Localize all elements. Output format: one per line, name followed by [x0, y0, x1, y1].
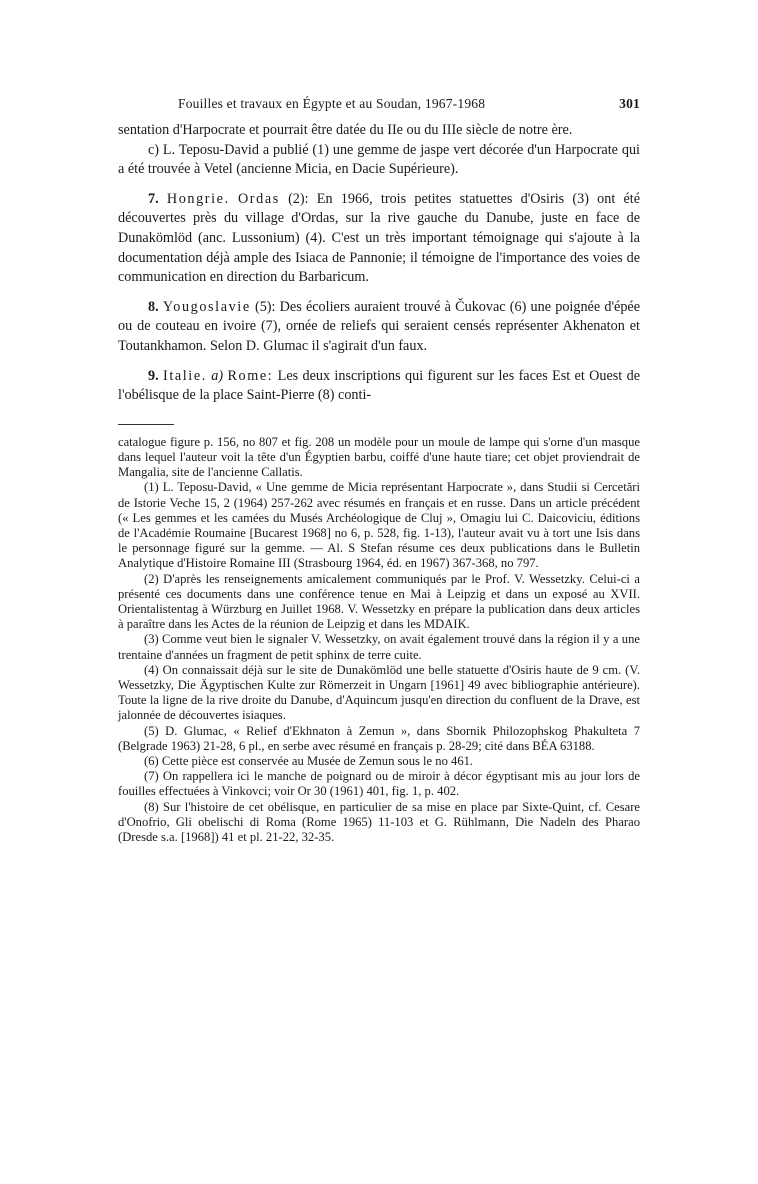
footnote-8: (8) Sur l'histoire de cet obélisque, en particulier de sa mise en place par Sixte-Quint, cf. Cesare d'Onofrio, Gli obelischi di Roma (Rome 1965) 11-103 et G. Rühlmann, Die Nadeln des Pharao (Dresde s.a. [1968]) 41 et pl. 21-22, 32-35. — [118, 799, 640, 844]
paragraph-1: sentation d'Harpocrate et pourrait être datée du IIe ou du IIIe siècle de notre ère. — [118, 122, 573, 138]
document-page — [118, 96, 640, 845]
paragraph-italie — [118, 367, 640, 406]
paragraph-yougoslavie — [118, 298, 640, 357]
main-text — [118, 121, 640, 406]
section-number: 7. — [148, 190, 159, 207]
section-number: 8. — [148, 298, 159, 315]
paragraph-text: (2): En 1966, trois petites statuettes d'Osiris (3) ont été découvertes près du village d'Ordas, sur la rive gauche du Danube, juste en face de Dunakömlöd (anc. Lussonium) (4). C'est un très important témoignage qui s'ajoute à la documentation déjà ample des Isiaca de Pannonie; il témoigne de l'importance des voies de communication en direction du Barbaricum. — [118, 190, 641, 286]
paragraph-text: (5): Des écoliers auraient trouvé à Čukovac (6) une poignée d'épée ou de couteau en ivoire (7), ornée de reliefs qui seraient censés représenter Akhenaton et Toutankhamon. Selon D. Glumac il s'agirait d'un faux. — [118, 298, 641, 354]
country-heading: Hongrie. — [166, 190, 230, 207]
paragraph-text: Les deux inscriptions qui figurent sur les faces Est et Ouest de l'obélisque de la place Saint-Pierre (8) conti- — [118, 367, 641, 404]
footnote-3: (3) Comme veut bien le signaler V. Wessetzky, on avait également trouvé dans la région il y a une trentaine d'années un fragment de petit sphinx de terre cuite. — [118, 632, 640, 662]
footnote-1: (1) L. Teposu-David, « Une gemme de Micia représentant Harpocrate », dans Studii si Cercetări de Istorie Veche 15, 2 (1964) 257-262 avec résumés en français et en russe. Dans un article précédent (« Les gemmes et les camées du Musés Archéologique de Cluj », Omagiu lui C. Daicoviciu, éditions de l'Académie Roumaine [Bucarest 1968] no 6, p. 528, fig. 1-13), l'auteur avait vu à tort une Isis dans le personnage figuré sur la gemme. — Al. S Stefan résume ces deux publications dans le Bulletin Analytique d'Histoire Romaine III (Strasbourg 1964, éd. en 1967) 367-368, no 797. — [118, 480, 640, 571]
country-heading: Italie. — [163, 367, 207, 384]
paragraph-2: c) L. Teposu-David a publié (1) une gemme de jaspe vert décorée d'un Harpocrate qui a été trouvée à Vetel (ancienne Micia, en Dacie Supérieure). — [118, 141, 640, 178]
footnotes — [118, 435, 640, 845]
place-heading: Ordas — [237, 190, 280, 207]
paragraph-hongrie — [118, 190, 640, 288]
page-number: 301 — [619, 96, 640, 111]
footnote-divider — [118, 424, 174, 425]
running-title: Fouilles et travaux en Égypte et au Soudan, 1967-1968 — [178, 96, 486, 111]
footnote-continuation: catalogue figure p. 156, no 807 et fig. 208 un modèle pour un moule de lampe qui s'orne d'un masque dans lequel l'auteur voit la tête d'un Égyptien barbu, coiffé d'une haute tiare; cet objet proviendrait de Mangalia, site de l'ancienne Callatis. — [118, 434, 640, 480]
country-heading: Yougoslavie — [162, 298, 251, 315]
footnote-2: (2) D'après les renseignements amicalement communiqués par le Prof. V. Wessetzky. Celui-ci a présenté ces documents dans une conférence tenue en Mai à Leipzig et dans un exposé au XVII. Orientalistentag à Würzburg en Juillet 1968. V. Wessetzky en prépare la publication dans deux articles à paraître dans les Actes de la réunion de Leipzig et dans les MDAIK. — [118, 571, 640, 632]
footnote-4: (4) On connaissait déjà sur le site de Dunakömlöd une belle statuette d'Osiris haute de 9 cm. (V. Wessetzky, Die Ägyptischen Kulte zur Römerzeit in Ungarn [1961] 49 avec bibliographie antérieure). Toute la ligne de la rive droite du Danube, d'Aquincum jusqu'en direction du confluent de la Drave, est jalonnée de découvertes isiaques. — [118, 662, 640, 723]
running-header — [118, 96, 640, 112]
footnote-7: (7) On rappellera ici le manche de poignard ou de miroir à décor égyptisant mis au jour lors de fouilles effectuées à Vinkovci; voir Or 30 (1961) 401, fig. 1, p. 402. — [118, 769, 640, 799]
footnote-6: (6) Cette pièce est conservée au Musée de Zemun sous le no 461. — [144, 753, 474, 768]
footnote-5: (5) D. Glumac, « Relief d'Ekhnaton à Zemun », dans Sbornik Philozophskog Phakulteta 7 (Belgrade 1963) 21-28, 6 pl., en serbe avec résumé en français p. 28-29; cité dans BÉA 63188. — [118, 723, 640, 753]
section-number: 9. — [148, 367, 159, 384]
subsection-letter: a) — [211, 367, 224, 384]
place-heading: Rome: — [227, 367, 274, 384]
